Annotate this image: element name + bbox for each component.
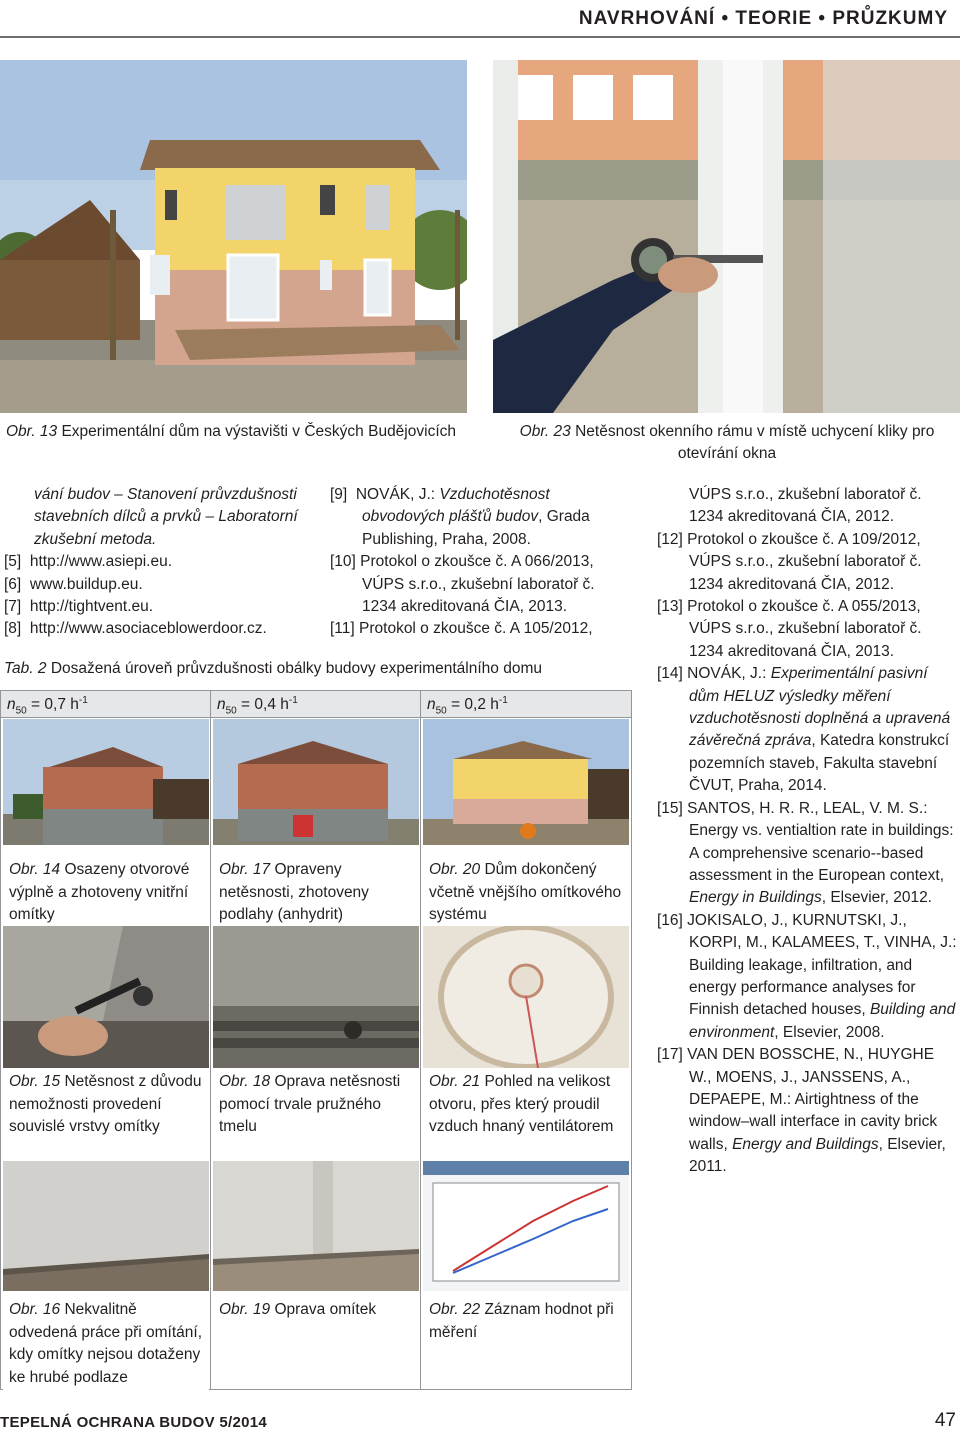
photo-fig20 [423, 719, 629, 845]
caption-fig21: Obr. 21 Pohled na velikost otvoru, přes který proudil vzduch hnaný ventilátorem [423, 1069, 629, 1141]
references-column-1 [4, 484, 304, 641]
photo-fig19 [213, 1161, 419, 1291]
reference-item: [13] Protokol o zkoušce č. A 055/2013, VÚPS s.r.o., zkušební laboratoř č. 1234 akreditovaná ČIA, 2013. [657, 598, 922, 660]
reference-item: [17] VAN DEN BOSSCHE, N., HUYGHE W., MOENS, J., JANSSENS, A., DEPAEPE, M.: Airtightness of the window–wall interface in cavity brick walls, Energy and Buildings, Elsevier, 2011. [657, 1046, 946, 1176]
references-column-3 [657, 484, 957, 1179]
reference-item: [16] JOKISALO, J., KURNUTSKI, J., KORPI, M., KALAMEES, T., VINHA, J.: Building leakage, infiltration, and energy performance analyses for Finnish detached houses, Building and environment, Elsevier, 2008. [657, 911, 957, 1041]
journal-title: TEPELNÁ OCHRANA BUDOV 5/2014 [0, 1414, 268, 1431]
photo-experimental-house [0, 60, 467, 413]
caption-fig19: Obr. 19 Oprava omítek [213, 1297, 419, 1324]
reference-item: [8] http://www.asociaceblowerdoor.cz. [4, 620, 267, 638]
photo-fig17 [213, 719, 419, 845]
photo-fig21 [423, 926, 629, 1068]
reference-item: [7] http://tightvent.eu. [4, 598, 154, 616]
caption-fig20: Obr. 20 Dům dokončený včetně vnějšího omítkového systému [423, 857, 629, 929]
table-header-cell: $n_{50} = 0,7$ $h^{-1}$ [7, 695, 88, 717]
table-grid [0, 690, 632, 1390]
references-column-2 [330, 484, 630, 641]
caption-fig17: Obr. 17 Opraveny netěsnosti, zhotoveny podlahy (anhydrit) [213, 857, 419, 929]
reference-item: [11] Protokol o zkoušce č. A 105/2012, [330, 620, 593, 638]
reference-item: VÚPS s.r.o., zkušební laboratoř č. 1234 akreditovaná ČIA, 2012. [689, 486, 922, 526]
photo-window-frame [493, 60, 960, 413]
column-divider [420, 691, 421, 1389]
caption-text: Experimentální dům na výstavišti v Českých Budějovicích [61, 423, 456, 440]
reference-item: vání budov – Stanovení průvzdušnosti stavebních dílců a prvků – Laboratorní zkušební metoda. [34, 486, 298, 548]
table-header-cell: $n_{50} = 0,2$ $h^{-1}$ [427, 695, 508, 717]
photo-fig22 [423, 1161, 629, 1291]
page-header [0, 0, 960, 36]
photo-fig14 [3, 719, 209, 845]
reference-item: [10] Protokol o zkoušce č. A 066/2013, VÚPS s.r.o., zkušební laboratoř č. 1234 akreditovaná ČIA, 2013. [330, 553, 595, 616]
caption-fig23 [498, 421, 956, 465]
caption-text: Netěsnost okenního rámu v místě uchycení kliky pro otevírání okna [575, 423, 935, 462]
section-title: NAVRHOVÁNÍ • TEORIE • PRŮZKUMY [578, 8, 948, 29]
caption-fig22: Obr. 22 Záznam hodnot při měření [423, 1297, 629, 1346]
caption-fig15: Obr. 15 Netěsnost z důvodu nemožnosti provedení souvislé vrstvy omítky [3, 1069, 209, 1141]
reference-item: [6] www.buildup.eu. [4, 575, 143, 593]
caption-fig13 [6, 421, 466, 443]
reference-item: [15] SANTOS, H. R. R., LEAL, V. M. S.: Energy vs. ventialtion rate in buildings: A comprehensive scenario--based assessment in the European context, Energy in Buildings, Elsevier, 2012. [657, 799, 954, 907]
table-header-cell: $n_{50} = 0,4$ $h^{-1}$ [217, 695, 298, 717]
caption-label: Obr. 23 [519, 423, 571, 440]
reference-item: [14] NOVÁK, J.: Experimentální pasivní dům HELUZ výsledky měření vzduchotěsnosti doplněná a upravená závěrečná zpráva, Katedra konstrukcí pozemních staveb, Fakulta stavební ČVUT, Praha, 2014. [657, 665, 951, 795]
photo-fig15 [3, 926, 209, 1068]
photo-fig18 [213, 926, 419, 1068]
column-divider [210, 691, 211, 1389]
caption-fig14: Obr. 14 Osazeny otvorové výplně a zhotoveny vnitřní omítky [3, 857, 209, 929]
reference-item: [9] NOVÁK, J.: Vzduchotěsnost obvodových plášťů budov, Grada Publishing, Praha, 2008. [330, 486, 590, 548]
caption-fig18: Obr. 18 Oprava netěsnosti pomocí trvale pružného tmelu [213, 1069, 419, 1141]
page-number: 47 [934, 1410, 956, 1431]
reference-item: [5] http://www.asiepi.eu. [4, 553, 173, 571]
table-header-row [1, 691, 631, 718]
reference-item: [12] Protokol o zkoušce č. A 109/2012, VÚPS s.r.o., zkušební laboratoř č. 1234 akreditovaná ČIA, 2012. [657, 530, 922, 593]
caption-fig16: Obr. 16 Nekvalitně odvedená práce při omítání, kdy omítky nejsou dotaženy ke hrubé podlaze [3, 1297, 209, 1391]
header-divider [0, 36, 960, 38]
caption-label: Obr. 13 [6, 423, 58, 440]
table-title: Tab. 2 Dosažená úroveň průvzdušnosti obálky budovy experimentálního domu [4, 660, 542, 677]
photo-fig16 [3, 1161, 209, 1291]
